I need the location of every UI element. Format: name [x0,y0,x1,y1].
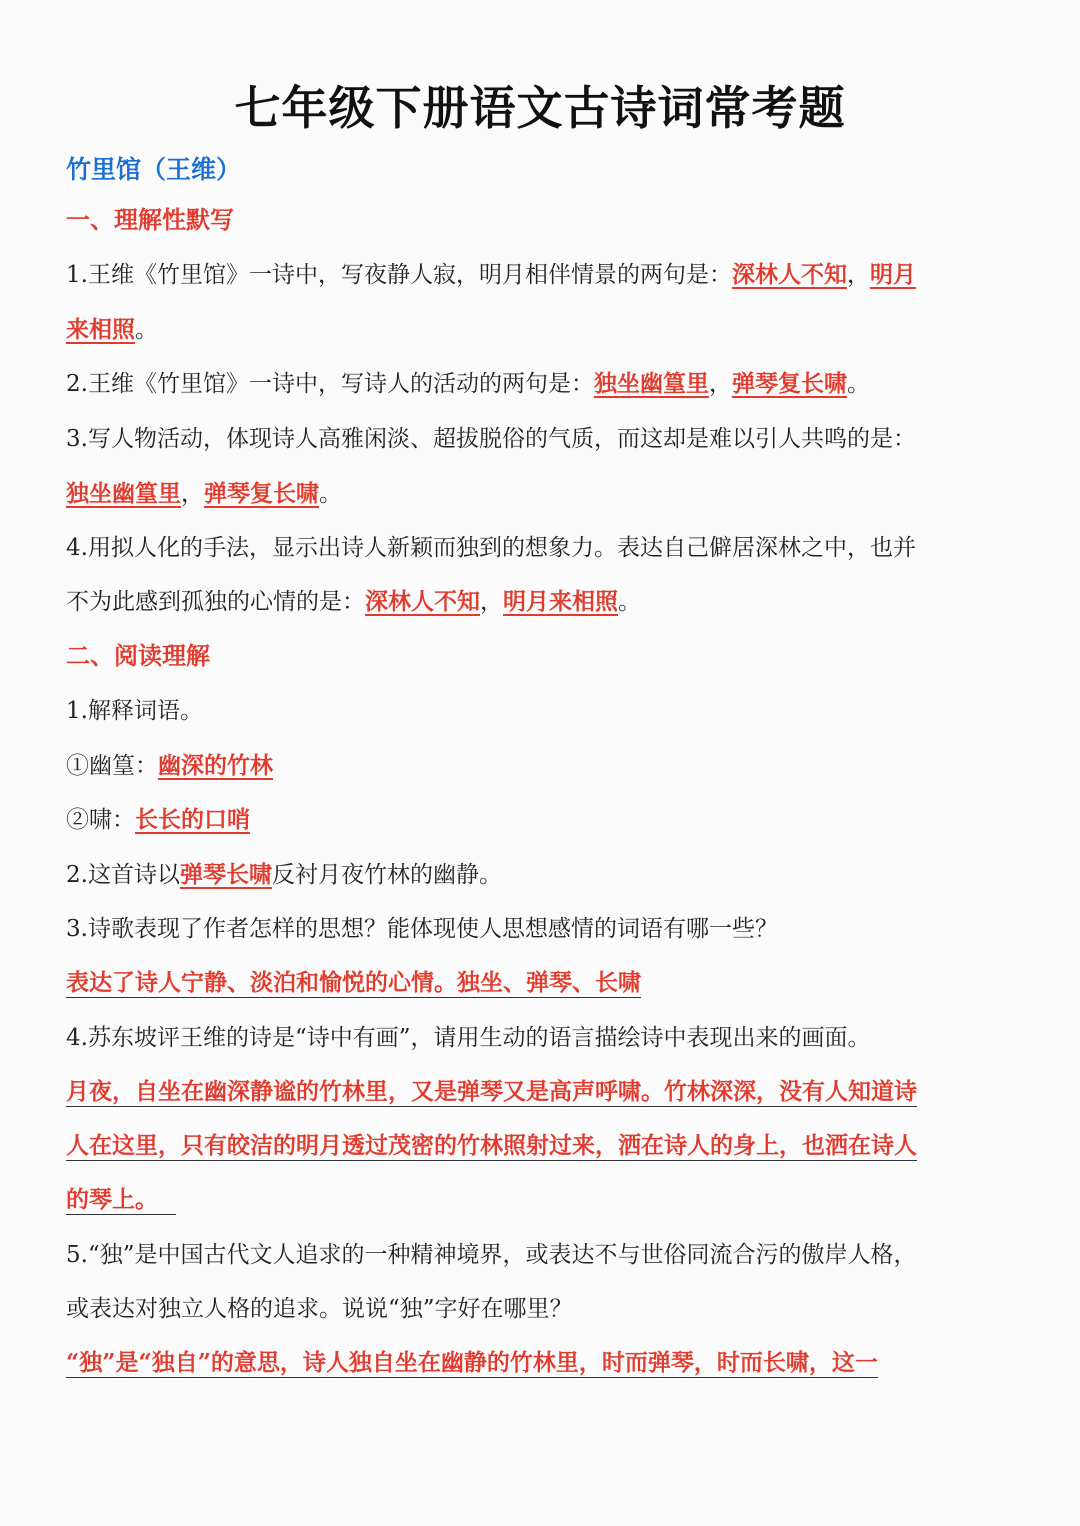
item-label: ①幽篁： [66,753,158,779]
question-1-3: 3.写人物活动，体现诗人高雅闲淡、超拔脱俗的气质，而这却是难以引人共鸣的是： [66,426,916,452]
answer: 幽深的竹林 [158,752,273,779]
answer: 长长的口哨 [135,806,250,833]
question-2-3-answer [66,968,1016,998]
item-label: ②啸： [66,807,135,833]
question-1-4: 4.用拟人化的手法，显示出诗人新颖而独到的想象力。表达自己僻居深林之中，也并 [66,535,916,561]
question-2-4: 4.苏东坡评王维的诗是“诗中有画”，请用生动的语言描绘诗中表现出来的画面。 [66,1025,871,1051]
poem-heading: 竹里馆（王维） [66,155,242,184]
page-title: 七年级下册语文古诗词常考题 [234,81,846,135]
question-2-1-item-2 [66,805,1016,835]
answer: 深林人不知 [731,261,847,288]
answer: 人在这里，只有皎洁的明月透过茂密的竹林照射过来，洒在诗人的身上，也洒在诗人 [66,1132,917,1159]
answer: 明月 [869,261,916,288]
answer: 弹琴复长啸 [731,370,847,397]
question-1-3-answer [66,479,1016,509]
answer: 弹琴长啸 [179,861,272,888]
question-1-4-cont [66,587,1016,617]
period: 。 [846,371,870,397]
question-2-3: 3.诗歌表现了作者怎样的思想？能体现使人思想感情的词语有哪一些？ [66,916,778,942]
question-2-4-answer-line-1 [66,1077,1016,1107]
section-heading-2: 二、阅读理解 [66,641,210,670]
answer: 的琴上。 [66,1186,176,1215]
answer: 明月来相照 [503,588,618,615]
answer: 弹琴复长啸 [204,480,319,507]
separator: ， [480,589,503,615]
question-text: 2.这首诗以 [66,862,180,888]
question-2-4-answer-line-2 [66,1131,1016,1161]
answer: 表达了诗人宁静、淡泊和愉悦的心情。独坐、弹琴、长啸 [66,969,641,996]
question-2-1: 1.解释词语。 [66,698,203,724]
question-2-2 [66,860,1016,890]
question-1-1-cont [66,315,1016,345]
question-text: 不为此感到孤独的心情的是： [66,589,365,615]
question-text: 1.王维《竹里馆》一诗中，写夜静人寂，明月相伴情景的两句是： [66,262,732,288]
question-1-1 [66,260,1016,290]
question-2-1-item-1 [66,751,1016,781]
question-2-5-answer-line-1 [66,1348,1016,1378]
question-2-5-cont: 或表达对独立人格的追求。说说“独”字好在哪里？ [66,1296,573,1322]
separator: ， [181,481,204,507]
period: 。 [618,589,641,615]
separator: ， [846,262,870,288]
answer: 来相照 [66,316,135,343]
question-text: 2.王维《竹里馆》一诗中，写诗人的活动的两句是： [66,371,594,397]
question-text: 反衬月夜竹林的幽静。 [271,862,502,888]
question-2-5: 5.“独”是中国古代文人追求的一种精神境界，或表达不与世俗同流合污的傲岸人格， [66,1242,917,1268]
question-1-2 [66,369,1016,399]
answer: 独坐幽篁里 [593,370,709,397]
section-heading-1: 一、理解性默写 [66,205,234,234]
answer: 深林人不知 [365,588,480,615]
question-2-4-answer-line-3 [66,1185,1016,1215]
separator: ， [708,371,732,397]
answer: “独”是“独自”的意思，诗人独自坐在幽静的竹林里，时而弹琴，时而长啸，这一 [66,1349,878,1376]
answer: 独坐幽篁里 [66,480,181,507]
period: 。 [319,481,342,507]
period: 。 [135,317,158,343]
answer: 月夜，自坐在幽深静谧的竹林里，又是弹琴又是高声呼啸。竹林深深，没有人知道诗 [66,1078,917,1105]
